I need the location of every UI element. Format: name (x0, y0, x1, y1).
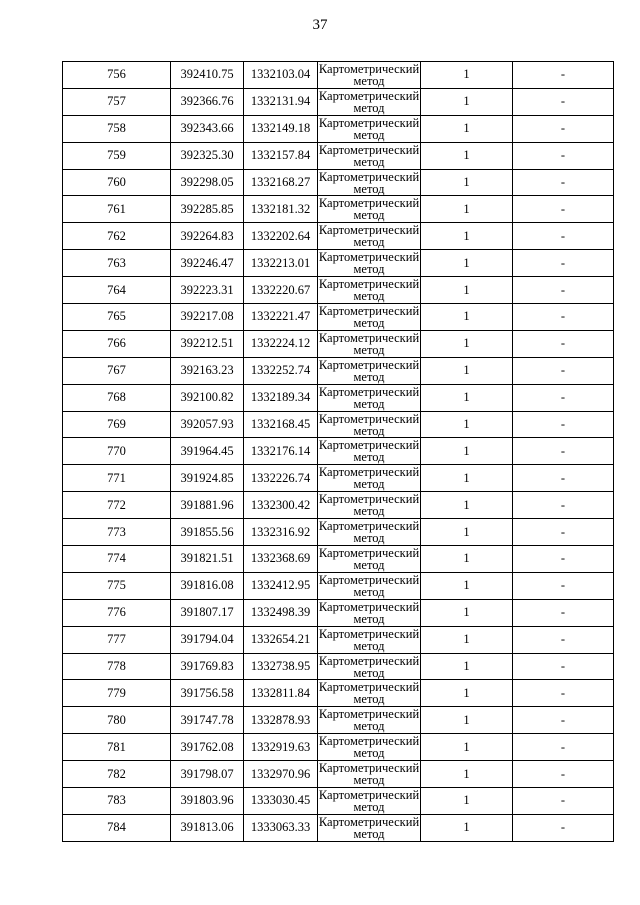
method-line-2: метод (353, 369, 385, 384)
point-number-cell: 769 (63, 411, 171, 438)
y-coordinate-cell: 1332252.74 (244, 357, 318, 384)
dash-cell: - (513, 599, 614, 626)
table-row (63, 680, 614, 707)
method-cell (318, 88, 421, 115)
method-cell (318, 788, 421, 815)
point-number-cell: 783 (63, 788, 171, 815)
method-cell (318, 734, 421, 761)
dash-cell: - (513, 519, 614, 546)
method-line-2: метод (353, 181, 385, 196)
method-line-1: Картометрический (318, 814, 420, 829)
coordinates-table (62, 61, 614, 842)
dash-cell: - (513, 330, 614, 357)
method-cell (318, 707, 421, 734)
table-row (63, 142, 614, 169)
dash-cell: - (513, 680, 614, 707)
method-line-2: метод (353, 504, 385, 519)
dash-cell: - (513, 707, 614, 734)
method-line-2: метод (353, 557, 385, 572)
x-coordinate-cell: 392246.47 (171, 250, 244, 277)
x-coordinate-cell: 391855.56 (171, 519, 244, 546)
method-line-2: метод (353, 665, 385, 680)
table-row (63, 357, 614, 384)
method-line-1: Картометрический (318, 707, 420, 722)
method-cell (318, 357, 421, 384)
method-line-1: Картометрический (318, 653, 420, 668)
y-coordinate-cell: 1332189.34 (244, 384, 318, 411)
x-coordinate-cell: 392212.51 (171, 330, 244, 357)
dash-cell: - (513, 492, 614, 519)
y-coordinate-cell: 1332919.63 (244, 734, 318, 761)
y-coordinate-cell: 1332970.96 (244, 761, 318, 788)
method-cell (318, 62, 421, 89)
y-coordinate-cell: 1332878.93 (244, 707, 318, 734)
dash-cell: - (513, 142, 614, 169)
table-row (63, 546, 614, 573)
y-coordinate-cell: 1332654.21 (244, 626, 318, 653)
method-line-1: Картометрический (318, 787, 420, 802)
x-coordinate-cell: 392100.82 (171, 384, 244, 411)
dash-cell: - (513, 814, 614, 841)
x-coordinate-cell: 391756.58 (171, 680, 244, 707)
dash-cell: - (513, 572, 614, 599)
point-number-cell: 756 (63, 62, 171, 89)
table-row (63, 788, 614, 815)
method-cell (318, 465, 421, 492)
method-line-1: Картометрический (318, 680, 420, 695)
method-line-2: метод (353, 154, 385, 169)
point-number-cell: 781 (63, 734, 171, 761)
y-coordinate-cell: 1333030.45 (244, 788, 318, 815)
method-line-1: Картометрический (318, 88, 420, 103)
quantity-cell: 1 (421, 599, 513, 626)
method-cell (318, 814, 421, 841)
quantity-cell: 1 (421, 465, 513, 492)
method-cell (318, 546, 421, 573)
dash-cell: - (513, 223, 614, 250)
dash-cell: - (513, 169, 614, 196)
y-coordinate-cell: 1332316.92 (244, 519, 318, 546)
y-coordinate-cell: 1332176.14 (244, 438, 318, 465)
y-coordinate-cell: 1332181.32 (244, 196, 318, 223)
quantity-cell: 1 (421, 680, 513, 707)
x-coordinate-cell: 391964.45 (171, 438, 244, 465)
coordinates-table-body (63, 62, 614, 842)
method-line-1: Картометрический (318, 599, 420, 614)
x-coordinate-cell: 391762.08 (171, 734, 244, 761)
y-coordinate-cell: 1332368.69 (244, 546, 318, 573)
x-coordinate-cell: 391747.78 (171, 707, 244, 734)
method-line-1: Картометрический (318, 761, 420, 776)
table-row (63, 438, 614, 465)
x-coordinate-cell: 391807.17 (171, 599, 244, 626)
point-number-cell: 759 (63, 142, 171, 169)
quantity-cell: 1 (421, 330, 513, 357)
x-coordinate-cell: 392163.23 (171, 357, 244, 384)
point-number-cell: 779 (63, 680, 171, 707)
method-line-2: метод (353, 127, 385, 142)
table-row (63, 465, 614, 492)
method-cell (318, 438, 421, 465)
y-coordinate-cell: 1332168.27 (244, 169, 318, 196)
quantity-cell: 1 (421, 223, 513, 250)
point-number-cell: 758 (63, 115, 171, 142)
point-number-cell: 778 (63, 653, 171, 680)
point-number-cell: 765 (63, 304, 171, 331)
method-line-2: метод (353, 315, 385, 330)
method-line-2: метод (353, 73, 385, 88)
quantity-cell: 1 (421, 411, 513, 438)
method-cell (318, 142, 421, 169)
quantity-cell: 1 (421, 169, 513, 196)
method-cell (318, 411, 421, 438)
quantity-cell: 1 (421, 277, 513, 304)
y-coordinate-cell: 1332300.42 (244, 492, 318, 519)
method-cell (318, 626, 421, 653)
point-number-cell: 757 (63, 88, 171, 115)
point-number-cell: 775 (63, 572, 171, 599)
dash-cell: - (513, 304, 614, 331)
x-coordinate-cell: 391803.96 (171, 788, 244, 815)
dash-cell: - (513, 277, 614, 304)
method-line-2: метод (353, 450, 385, 465)
quantity-cell: 1 (421, 626, 513, 653)
method-line-2: метод (353, 826, 385, 841)
x-coordinate-cell: 392057.93 (171, 411, 244, 438)
method-line-1: Картометрический (318, 492, 420, 507)
table-row (63, 734, 614, 761)
x-coordinate-cell: 392264.83 (171, 223, 244, 250)
dash-cell: - (513, 465, 614, 492)
method-line-1: Картометрический (318, 115, 420, 130)
quantity-cell: 1 (421, 357, 513, 384)
table-row (63, 115, 614, 142)
y-coordinate-cell: 1332157.84 (244, 142, 318, 169)
table-row (63, 599, 614, 626)
y-coordinate-cell: 1332226.74 (244, 465, 318, 492)
method-line-1: Картометрический (318, 519, 420, 534)
method-line-1: Картометрический (318, 626, 420, 641)
point-number-cell: 784 (63, 814, 171, 841)
quantity-cell: 1 (421, 492, 513, 519)
method-line-2: метод (353, 638, 385, 653)
page-number: 37 (312, 17, 328, 33)
dash-cell: - (513, 250, 614, 277)
y-coordinate-cell: 1332738.95 (244, 653, 318, 680)
method-line-2: метод (353, 342, 385, 357)
method-line-1: Картометрический (318, 196, 420, 211)
method-line-2: метод (353, 423, 385, 438)
x-coordinate-cell: 391816.08 (171, 572, 244, 599)
table-row (63, 519, 614, 546)
method-line-2: метод (353, 100, 385, 115)
method-line-2: метод (353, 262, 385, 277)
quantity-cell: 1 (421, 788, 513, 815)
dash-cell: - (513, 115, 614, 142)
method-cell (318, 384, 421, 411)
table-row (63, 572, 614, 599)
dash-cell: - (513, 761, 614, 788)
method-line-1: Картометрический (318, 384, 420, 399)
y-coordinate-cell: 1332103.04 (244, 62, 318, 89)
point-number-cell: 763 (63, 250, 171, 277)
table-row (63, 304, 614, 331)
table-row (63, 707, 614, 734)
y-coordinate-cell: 1332412.95 (244, 572, 318, 599)
method-line-1: Картометрический (318, 250, 420, 265)
dash-cell: - (513, 62, 614, 89)
method-line-2: метод (353, 531, 385, 546)
x-coordinate-cell: 392223.31 (171, 277, 244, 304)
x-coordinate-cell: 391798.07 (171, 761, 244, 788)
quantity-cell: 1 (421, 384, 513, 411)
method-line-1: Картометрический (318, 572, 420, 587)
dash-cell: - (513, 384, 614, 411)
dash-cell: - (513, 196, 614, 223)
dash-cell: - (513, 88, 614, 115)
x-coordinate-cell: 392366.76 (171, 88, 244, 115)
point-number-cell: 780 (63, 707, 171, 734)
point-number-cell: 771 (63, 465, 171, 492)
method-line-1: Картометрический (318, 169, 420, 184)
method-line-2: метод (353, 289, 385, 304)
quantity-cell: 1 (421, 761, 513, 788)
point-number-cell: 764 (63, 277, 171, 304)
table-row (63, 62, 614, 89)
method-cell (318, 250, 421, 277)
y-coordinate-cell: 1332213.01 (244, 250, 318, 277)
method-line-2: метод (353, 692, 385, 707)
method-line-1: Картометрический (318, 61, 420, 76)
quantity-cell: 1 (421, 88, 513, 115)
method-line-2: метод (353, 719, 385, 734)
x-coordinate-cell: 391881.96 (171, 492, 244, 519)
point-number-cell: 776 (63, 599, 171, 626)
method-line-1: Картометрический (318, 465, 420, 480)
method-cell (318, 223, 421, 250)
x-coordinate-cell: 392410.75 (171, 62, 244, 89)
point-number-cell: 762 (63, 223, 171, 250)
quantity-cell: 1 (421, 142, 513, 169)
y-coordinate-cell: 1332220.67 (244, 277, 318, 304)
method-line-2: метод (353, 396, 385, 411)
dash-cell: - (513, 438, 614, 465)
y-coordinate-cell: 1332202.64 (244, 223, 318, 250)
point-number-cell: 761 (63, 196, 171, 223)
table-row (63, 196, 614, 223)
table-row (63, 223, 614, 250)
point-number-cell: 767 (63, 357, 171, 384)
method-cell (318, 277, 421, 304)
dash-cell: - (513, 734, 614, 761)
table-row (63, 277, 614, 304)
x-coordinate-cell: 391924.85 (171, 465, 244, 492)
table-row (63, 761, 614, 788)
point-number-cell: 773 (63, 519, 171, 546)
method-cell (318, 761, 421, 788)
x-coordinate-cell: 391794.04 (171, 626, 244, 653)
method-cell (318, 519, 421, 546)
point-number-cell: 760 (63, 169, 171, 196)
method-line-1: Картометрический (318, 277, 420, 292)
method-cell (318, 653, 421, 680)
method-line-1: Картометрический (318, 223, 420, 238)
quantity-cell: 1 (421, 438, 513, 465)
y-coordinate-cell: 1332168.45 (244, 411, 318, 438)
table-row (63, 492, 614, 519)
method-line-1: Картометрический (318, 357, 420, 372)
x-coordinate-cell: 392298.05 (171, 169, 244, 196)
x-coordinate-cell: 392285.85 (171, 196, 244, 223)
quantity-cell: 1 (421, 734, 513, 761)
method-cell (318, 196, 421, 223)
quantity-cell: 1 (421, 814, 513, 841)
method-line-1: Картометрический (318, 330, 420, 345)
point-number-cell: 768 (63, 384, 171, 411)
x-coordinate-cell: 391813.06 (171, 814, 244, 841)
y-coordinate-cell: 1333063.33 (244, 814, 318, 841)
quantity-cell: 1 (421, 519, 513, 546)
point-number-cell: 777 (63, 626, 171, 653)
method-cell (318, 330, 421, 357)
x-coordinate-cell: 392343.66 (171, 115, 244, 142)
dash-cell: - (513, 546, 614, 573)
point-number-cell: 782 (63, 761, 171, 788)
y-coordinate-cell: 1332224.12 (244, 330, 318, 357)
method-line-2: метод (353, 235, 385, 250)
point-number-cell: 774 (63, 546, 171, 573)
method-cell (318, 115, 421, 142)
method-cell (318, 572, 421, 599)
y-coordinate-cell: 1332811.84 (244, 680, 318, 707)
dash-cell: - (513, 411, 614, 438)
method-cell (318, 304, 421, 331)
point-number-cell: 770 (63, 438, 171, 465)
quantity-cell: 1 (421, 115, 513, 142)
method-cell (318, 492, 421, 519)
table-row (63, 653, 614, 680)
method-line-2: метод (353, 208, 385, 223)
table-row (63, 250, 614, 277)
quantity-cell: 1 (421, 707, 513, 734)
dash-cell: - (513, 653, 614, 680)
table-row (63, 384, 614, 411)
method-line-2: метод (353, 611, 385, 626)
method-line-1: Картометрический (318, 545, 420, 560)
y-coordinate-cell: 1332149.18 (244, 115, 318, 142)
y-coordinate-cell: 1332498.39 (244, 599, 318, 626)
point-number-cell: 772 (63, 492, 171, 519)
method-cell (318, 680, 421, 707)
quantity-cell: 1 (421, 572, 513, 599)
x-coordinate-cell: 391821.51 (171, 546, 244, 573)
dash-cell: - (513, 788, 614, 815)
method-line-1: Картометрический (318, 438, 420, 453)
quantity-cell: 1 (421, 304, 513, 331)
table-row (63, 411, 614, 438)
method-cell (318, 169, 421, 196)
table-row (63, 626, 614, 653)
dash-cell: - (513, 626, 614, 653)
x-coordinate-cell: 392217.08 (171, 304, 244, 331)
table-row (63, 169, 614, 196)
quantity-cell: 1 (421, 653, 513, 680)
x-coordinate-cell: 391769.83 (171, 653, 244, 680)
quantity-cell: 1 (421, 250, 513, 277)
method-line-2: метод (353, 773, 385, 788)
method-line-2: метод (353, 799, 385, 814)
method-line-2: метод (353, 584, 385, 599)
method-line-1: Картометрический (318, 303, 420, 318)
x-coordinate-cell: 392325.30 (171, 142, 244, 169)
table-row (63, 88, 614, 115)
method-line-1: Картометрический (318, 411, 420, 426)
point-number-cell: 766 (63, 330, 171, 357)
y-coordinate-cell: 1332221.47 (244, 304, 318, 331)
y-coordinate-cell: 1332131.94 (244, 88, 318, 115)
table-row (63, 814, 614, 841)
quantity-cell: 1 (421, 196, 513, 223)
method-line-2: метод (353, 477, 385, 492)
method-cell (318, 599, 421, 626)
quantity-cell: 1 (421, 546, 513, 573)
table-row (63, 330, 614, 357)
method-line-1: Картометрический (318, 734, 420, 749)
dash-cell: - (513, 357, 614, 384)
quantity-cell: 1 (421, 62, 513, 89)
method-line-1: Картометрический (318, 142, 420, 157)
method-line-2: метод (353, 746, 385, 761)
